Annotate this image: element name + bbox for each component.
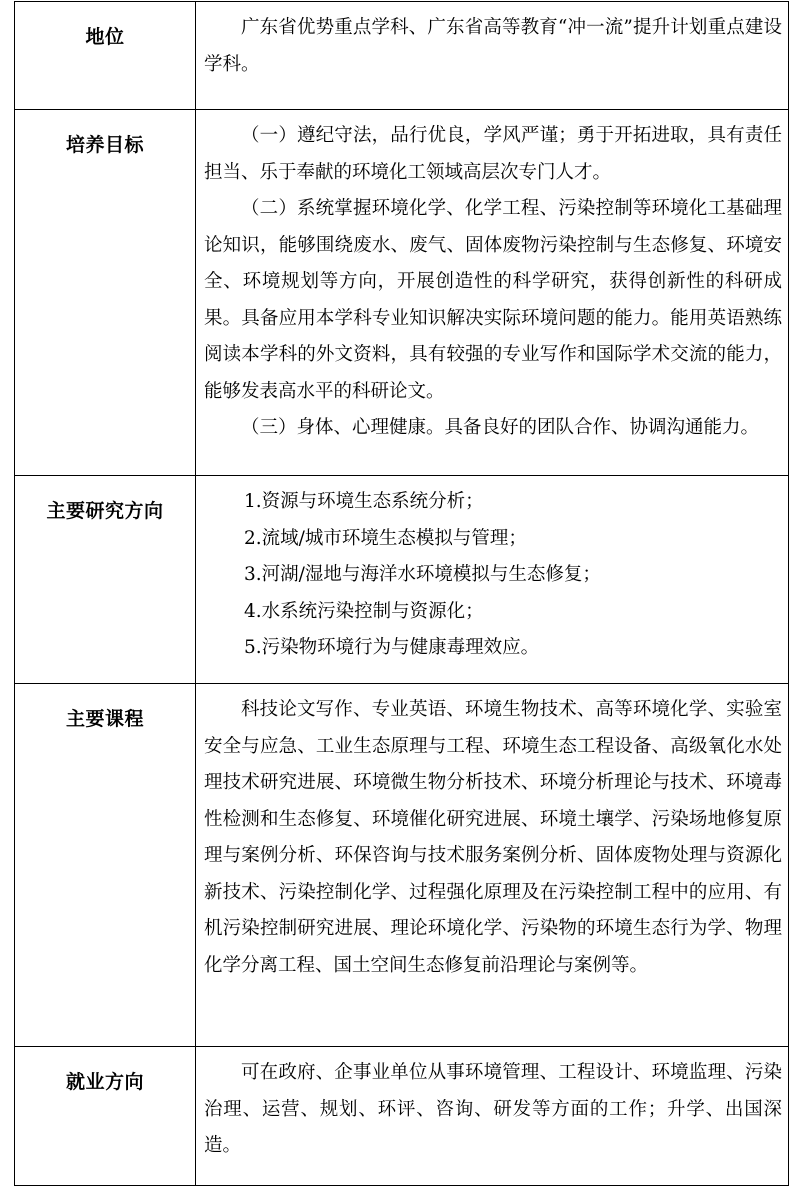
research-directions-label: 主要研究方向	[15, 476, 196, 684]
research-direction-item-3: 3.河湖/湿地与海洋水环境模拟与生态修复；	[244, 564, 601, 585]
career-label: 就业方向	[15, 1047, 196, 1186]
status-paragraph: 广东省优势重点学科、广东省高等教育“冲一流”提升计划重点建设学科。	[204, 17, 782, 75]
research-direction-item-1: 1.资源与环境生态系统分析；	[244, 491, 484, 512]
research-direction-item-2: 2.流域/城市环境生态模拟与管理；	[244, 527, 527, 549]
main-courses-paragraph: 科技论文写作、专业英语、环境生物技术、高等环境化学、实验室安全与应急、工业生态原理与工程、环境生态工程设备、高级氧化水处理技术研究进展、环境微生物分析技术、环境分析理论与技术、环境毒性检测和生态修复、环境催化研究进展、环境土壤学、污染场地修复原理与案例分析、环保咨询与技术服务案例分析、固体废物处理与资源化新技术、污染控制化学、过程强化原理及在污染控制工程中的应用、有机污染控制研究进展、理论环境化学、污染物的环境生态行为学、物理化学分离工程、国土空间生态修复前沿理论与案例等。	[204, 699, 782, 976]
career-row	[15, 1047, 789, 1186]
program-info-table	[14, 1, 789, 1186]
career-content	[196, 1047, 789, 1186]
research-direction-item-5: 5.污染物环境行为与健康毒理效应。	[244, 637, 540, 658]
status-content	[196, 2, 789, 110]
training-goals-row	[15, 110, 789, 476]
research-directions-content	[196, 476, 789, 684]
training-goal-paragraph-2: （二）系统掌握环境化学、化学工程、污染控制等环境化工基础理论知识，能够围绕废水、废气、固体废物污染控制与生态修复、环境安全、环境规划等方向，开展创造性的科学研究，获得创新性的科研成果。具备应用本学科专业知识解决实际环境问题的能力。能用英语熟练阅读本学科的外文资料，具有较强的专业写作和国际学术交流的能力，能够发表高水平的科研论文。	[204, 198, 782, 402]
career-paragraph: 可在政府、企事业单位从事环境管理、工程设计、环境监理、污染治理、运营、规划、环评、咨询、研发等方面的工作；升学、出国深造。	[204, 1062, 782, 1156]
training-goals-content	[196, 110, 789, 476]
status-row	[15, 2, 789, 110]
main-courses-label: 主要课程	[15, 684, 196, 1047]
main-courses-row	[15, 684, 789, 1047]
training-goals-label: 培养目标	[15, 110, 196, 476]
training-goal-paragraph-1: （一）遵纪守法，品行优良，学风严谨；勇于开拓进取，具有责任担当、乐于奉献的环境化工领域高层次专门人才。	[204, 125, 782, 183]
research-directions-row	[15, 476, 789, 684]
research-direction-item-4: 4.水系统污染控制与资源化；	[244, 600, 484, 622]
training-goal-paragraph-3: （三）身体、心理健康。具备良好的团队合作、协调沟通能力。	[241, 417, 760, 438]
main-courses-content	[196, 684, 789, 1047]
status-label: 地位	[15, 2, 196, 110]
